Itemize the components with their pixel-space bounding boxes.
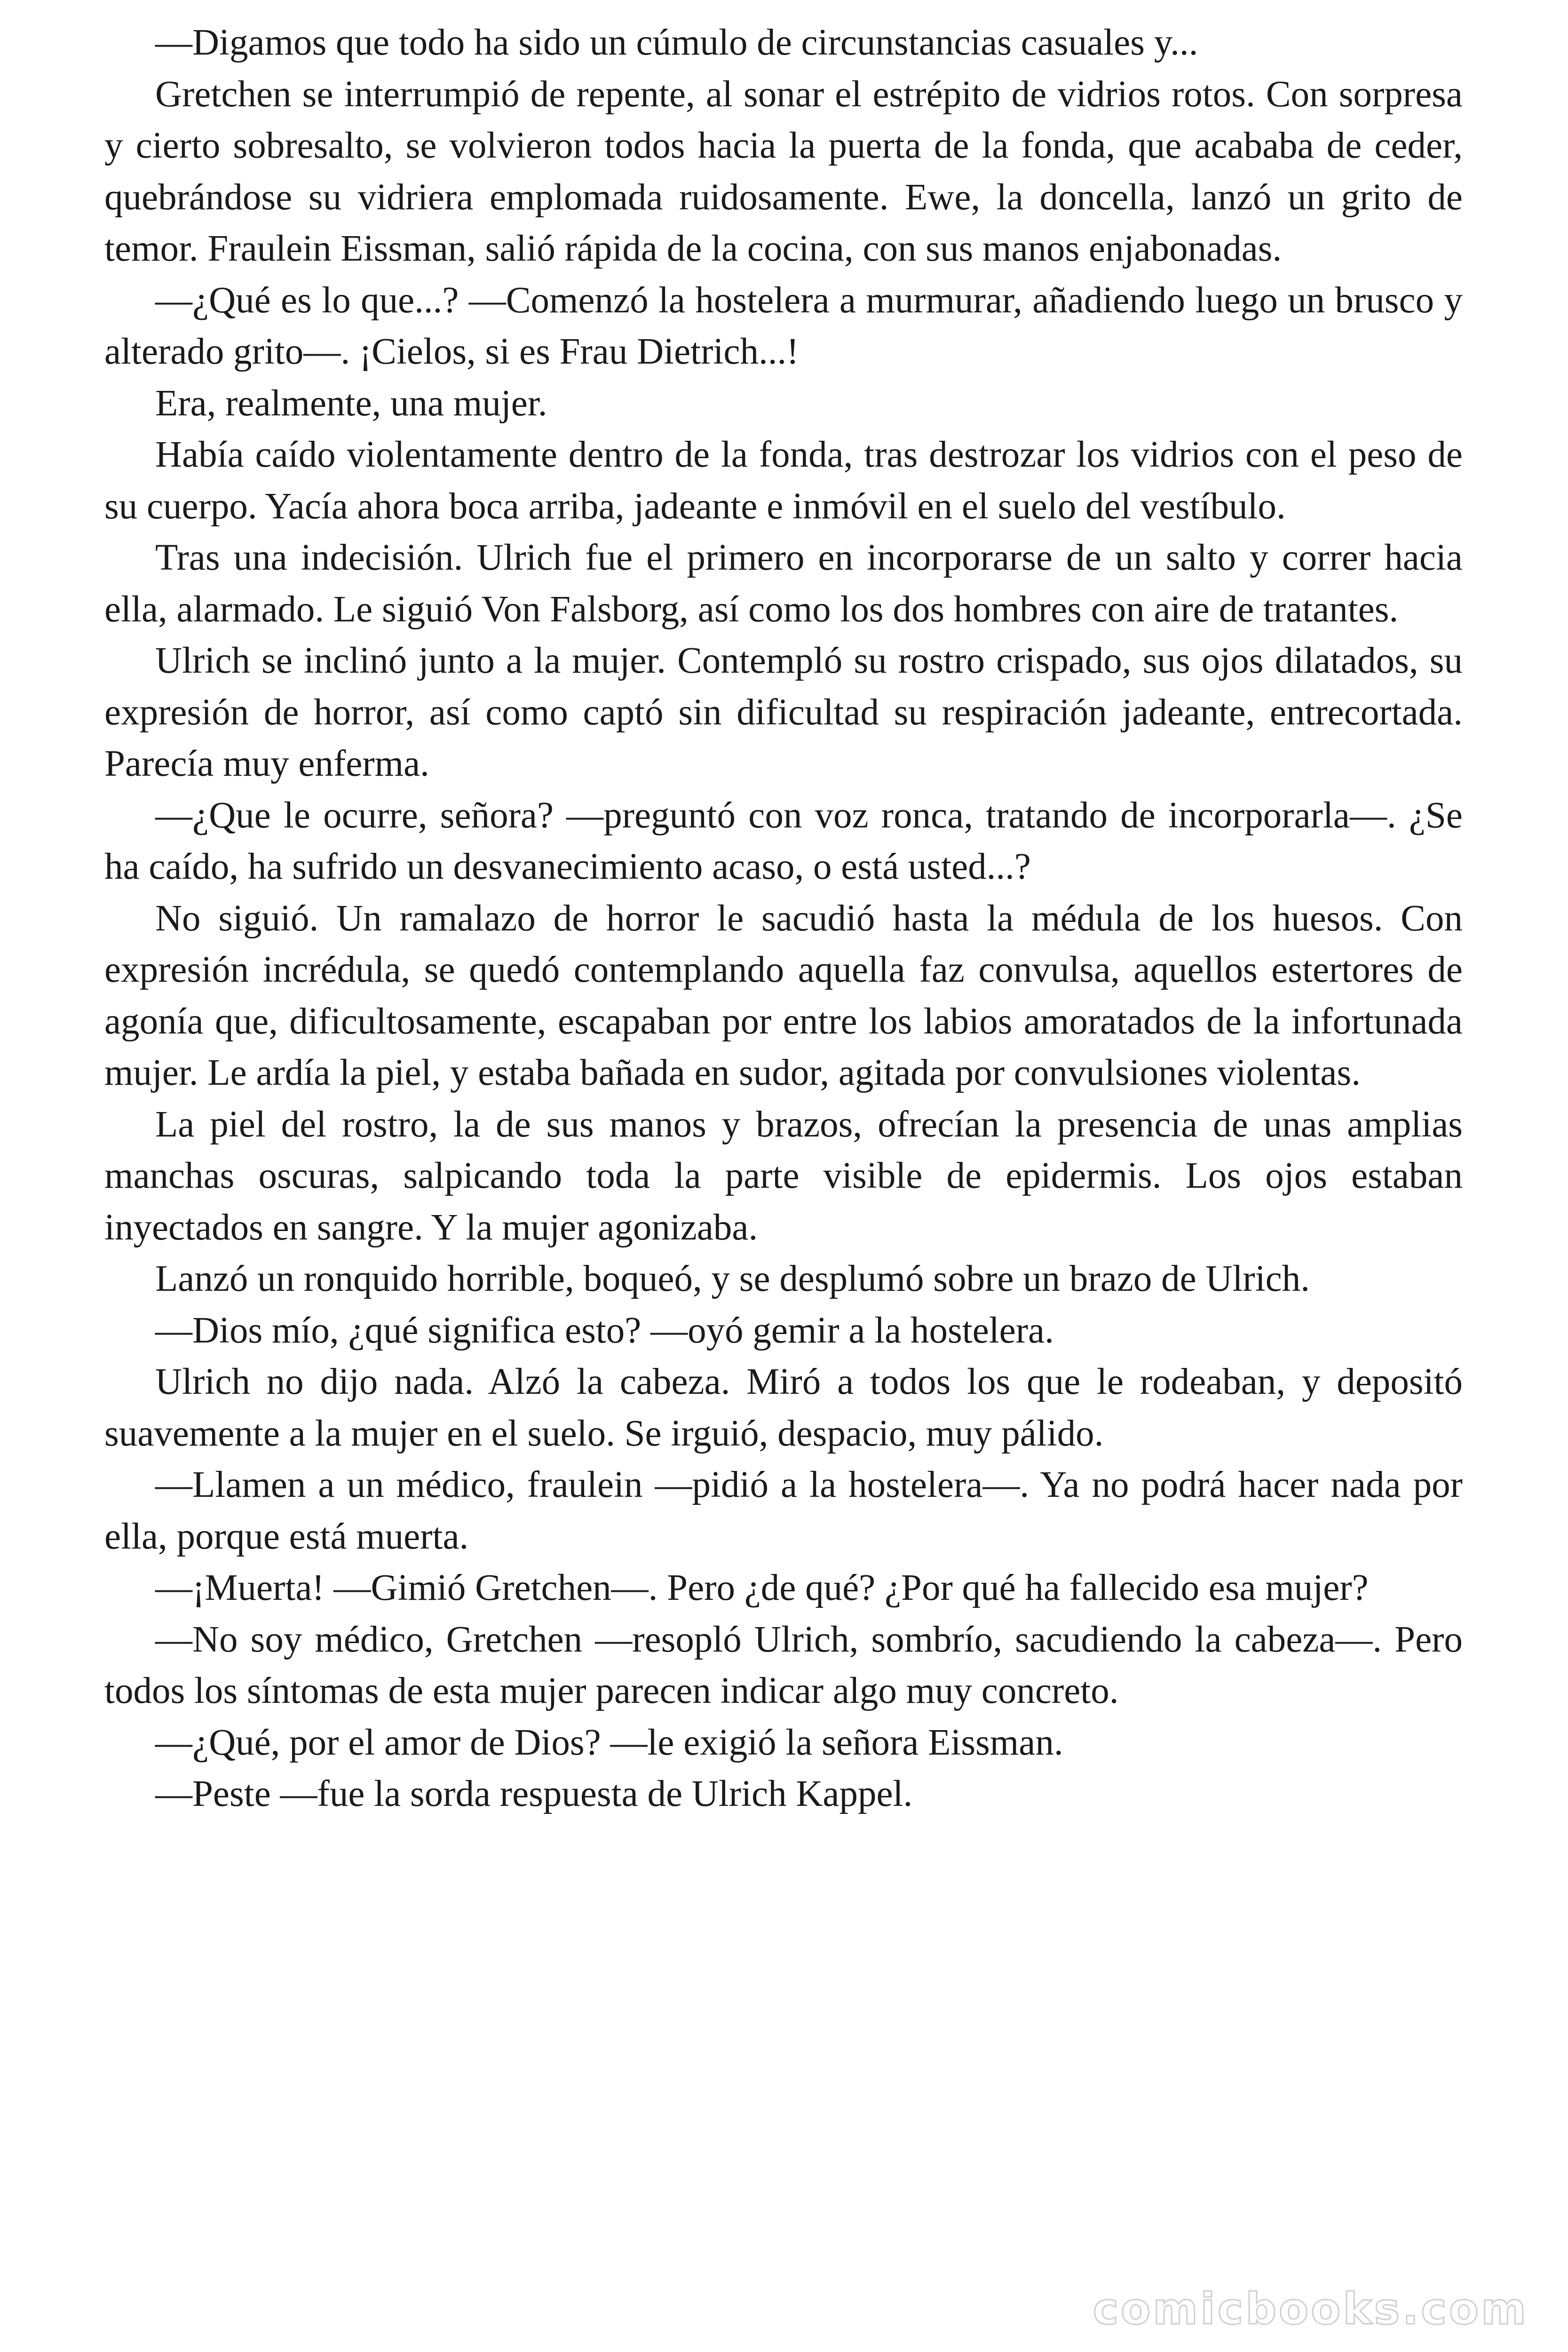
paragraph: —¿Qué es lo que...? —Comenzó la hostelera a murmurar, añadiendo luego un brusco y alterado grito—. ¡Cielos, si es Frau Dietrich...! [104,279,1463,372]
watermark: comicbooks.com [1093,2284,1528,2334]
paragraph: Había caído violentamente dentro de la fonda, tras destrozar los vidrios con el peso de su cuerpo. Yacía ahora boca arriba, jadeante e inmóvil en el suelo del vestíbulo. [104,434,1463,527]
paragraph: —¿Qué, por el amor de Dios? —le exigió la señora Eissman. [155,1722,1063,1763]
paragraph: Era, realmente, una mujer. [155,382,547,424]
paragraph: Lanzó un ronquido horrible, boqueó, y se desplumó sobre un brazo de Ulrich. [155,1258,1310,1299]
paragraph: —¡Muerta! —Gimió Gretchen—. Pero ¿de qué? ¿Por qué ha fallecido esa mujer? [155,1567,1369,1608]
paragraph: —Peste —fue la sorda respuesta de Ulrich Kappel. [155,1773,913,1814]
paragraph: —Llamen a un médico, fraulein —pidió a la hostelera—. Ya no podrá hacer nada por ella, porque está muerta. [104,1464,1463,1557]
paragraph: Gretchen se interrumpió de repente, al sonar el estrépito de vidrios rotos. Con sorpresa y cierto sobresalto, se volvieron todos hacia la puerta de la fonda, que acababa de ceder, quebrándose su vidriera emplomada ruidosamente. Ewe, la doncella, lanzó un grito de temor. Fraulein Eissman, salió rápida de la cocina, con sus manos enjabonadas. [104,73,1463,269]
paragraph: —Digamos que todo ha sido un cúmulo de circunstancias casuales y... [155,22,1198,63]
paragraph: La piel del rostro, la de sus manos y brazos, ofrecían la presencia de unas amplias manchas oscuras, salpicando toda la parte visible de epidermis. Los ojos estaban inyectados en sangre. Y la mujer agonizaba. [104,1104,1463,1248]
paragraph: —Dios mío, ¿qué significa esto? —oyó gemir a la hostelera. [155,1310,1054,1351]
paragraph: —No soy médico, Gretchen —resopló Ulrich, sombrío, sacudiendo la cabeza—. Pero todos los síntomas de esta mujer parecen indicar algo muy concreto. [104,1619,1463,1711]
paragraph: Ulrich no dijo nada. Alzó la cabeza. Miró a todos los que le rodeaban, y depositó suavemente a la mujer en el suelo. Se irguió, despacio, muy pálido. [104,1361,1463,1454]
text-body [104,17,1463,1820]
paragraph: No siguió. Un ramalazo de horror le sacudió hasta la médula de los huesos. Con expresión incrédula, se quedó contemplando aquella faz convulsa, aquellos estertores de agonía que, dificultosamente, escapaban por entre los labios amoratados de la infortunada mujer. Le ardía la piel, y estaba bañada en sudor, agitada por convulsiones violentas. [104,898,1463,1093]
paragraph: Ulrich se inclinó junto a la mujer. Contempló su rostro crispado, sus ojos dilatados, su expresión de horror, así como captó sin dificultad su respiración jadeante, entrecortada. Parecía muy enferma. [104,640,1463,784]
paragraph: Tras una indecisión. Ulrich fue el primero en incorporarse de un salto y correr hacia ella, alarmado. Le siguió Von Falsborg, así como los dos hombres con aire de tratantes. [104,537,1463,630]
paragraph: —¿Que le ocurre, señora? —preguntó con voz ronca, tratando de incorporarla—. ¿Se ha caído, ha sufrido un desvanecimiento acaso, o está usted...? [104,795,1463,887]
